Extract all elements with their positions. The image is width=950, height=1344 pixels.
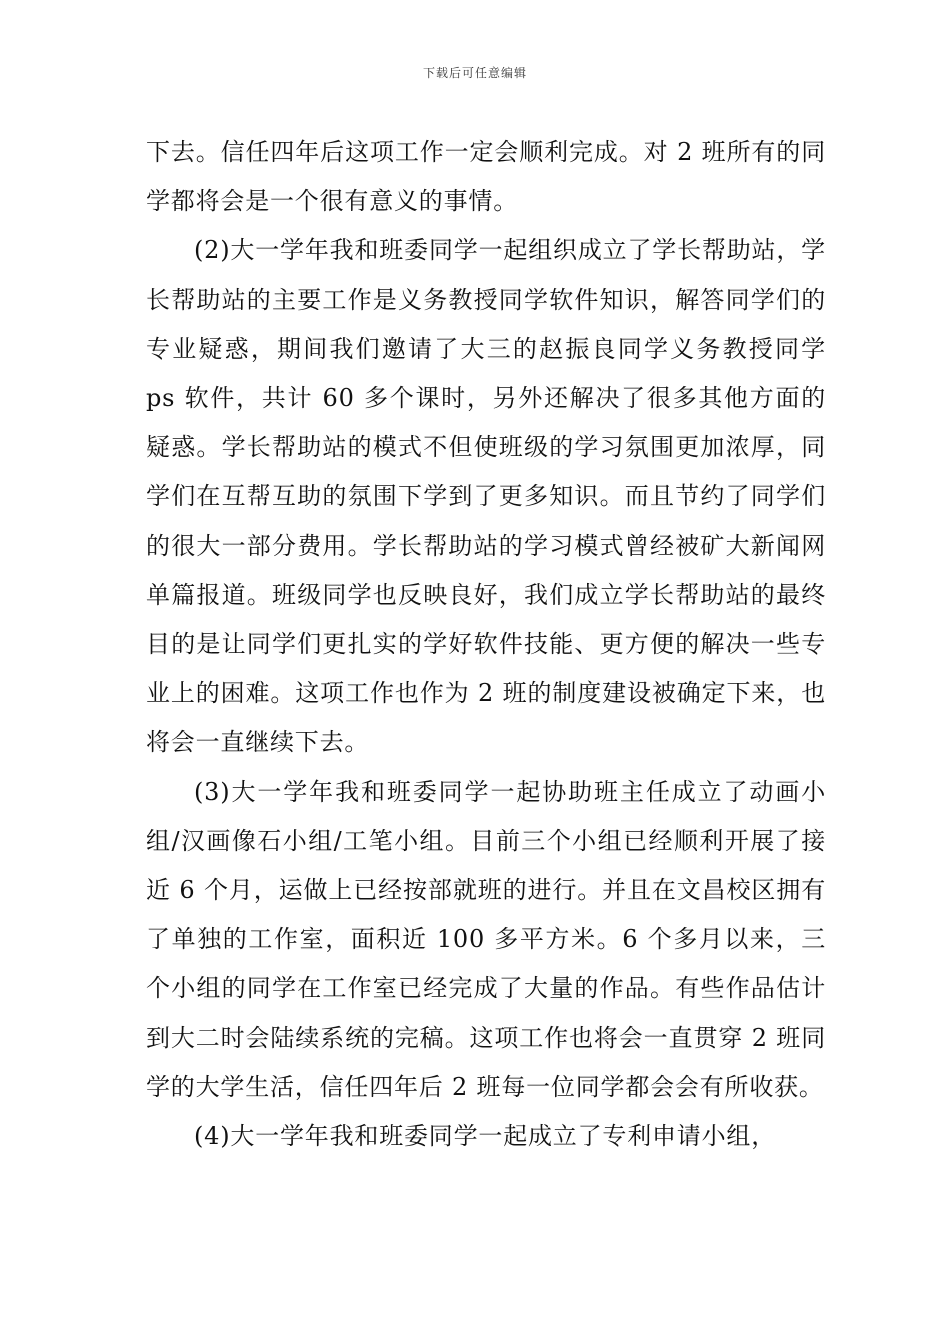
paragraph-1: 下去。信任四年后这项工作一定会顺利完成。对 2 班所有的同学都将会是一个很有意义的事情。 xyxy=(146,138,826,216)
document-body xyxy=(146,128,835,1161)
paragraph-4: (4)大一学年我和班委同学一起成立了专利申请小组， xyxy=(194,1122,776,1151)
paragraph-3: (3)大一学年我和班委同学一起协助班主任成立了动画小组/汉画像石小组/工笔小组。目前三个小组已经顺利开展了接近 6 个月，运做上已经按部就班的进行。并且在文昌校区拥有了单独的工作室，面积近 100 多平方米。6 个多月以来，三个小组的同学在工作室已经完成了大量的作品。有些作品估计到大二时会陆续系统的完稿。这项工作也将会一直贯穿 2 班同学的大学生活，信任四年后 2 班每一位同学都会会有所收获。 xyxy=(146,777,826,1101)
page-header: 下载后可任意编辑 xyxy=(422,66,527,80)
paragraph-2: (2)大一学年我和班委同学一起组织成立了学长帮助站，学长帮助站的主要工作是义务教授同学软件知识，解答同学们的专业疑惑，期间我们邀请了大三的赵振良同学义务教授同学 ps 软件，共计 60 多个课时，另外还解决了很多其他方面的疑惑。学长帮助站的模式不但使班级的学习氛围更加浓厚，同学们在互帮互助的氛围下学到了更多知识。而且节约了同学们的很大一部分费用。学长帮助站的学习模式曾经被矿大新闻网单篇报道。班级同学也反映良好，我们成立学长帮助站的最终目的是让同学们更扎实的学好软件技能、更方便的解决一些专业上的困难。这项工作也作为 2 班的制度建设被确定下来，也将会一直继续下去。 xyxy=(146,236,835,757)
